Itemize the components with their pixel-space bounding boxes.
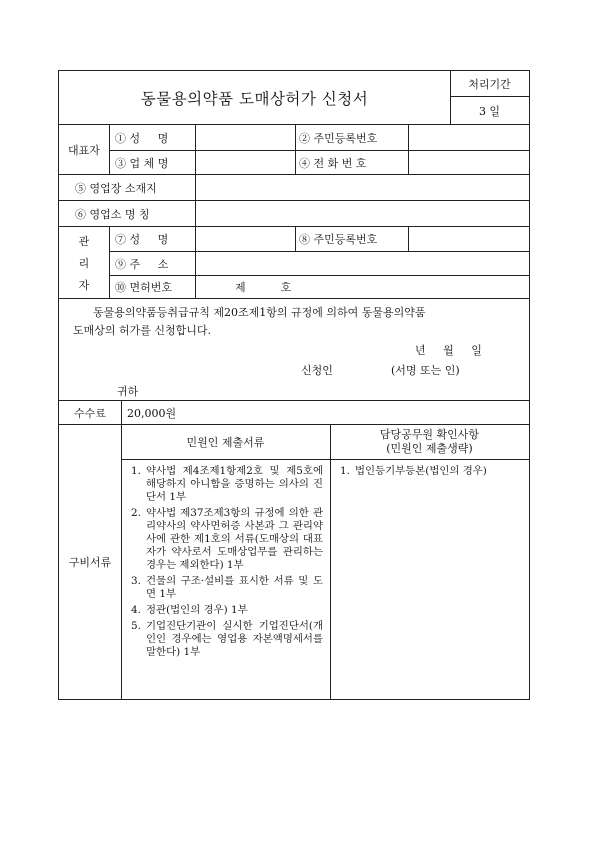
item-number: 2. <box>131 507 141 519</box>
rep-name-label: ① 성 명 <box>115 131 169 145</box>
business-name-label: ⑥ 영업소 명 칭 <box>75 207 150 221</box>
item-number: 5. <box>131 620 141 632</box>
list-item <box>131 507 323 572</box>
mgr-address-label: ⑨ 주 소 <box>115 257 169 271</box>
mgr-name-value[interactable] <box>196 227 294 251</box>
item-text: 약사법 제4조제1항제2호 및 제5호에 해당하지 아니함을 증명하는 의사의 진단서 1부 <box>146 465 323 503</box>
item-text: 정관(법인의 경우) 1부 <box>146 604 248 616</box>
official-check-list <box>340 465 522 481</box>
declaration-text-2: 도매상의 허가를 신청합니다. <box>73 324 212 337</box>
mgr-name-label: ⑦ 성 명 <box>115 233 169 246</box>
title-row <box>59 71 529 125</box>
application-form <box>58 70 530 700</box>
documents-label: 구비서류 <box>68 556 112 569</box>
recipient-suffix: 귀하 <box>117 385 139 398</box>
business-address-row <box>59 175 529 201</box>
rep-company-label: ③ 업 체 명 <box>115 156 169 170</box>
business-address-value[interactable] <box>196 175 529 200</box>
manager-section <box>59 227 529 299</box>
item-number: 4. <box>131 604 141 616</box>
official-check-header-line1: 담당공무원 확인사항 <box>379 428 480 441</box>
processing-period-value: 3 일 <box>478 104 501 118</box>
item-text: 법인등기부등본(법인의 경우) <box>355 465 487 477</box>
rep-phone-value[interactable] <box>409 151 529 174</box>
rep-phone-label: ④ 전 화 번 호 <box>299 156 367 170</box>
list-item <box>131 575 323 601</box>
fee-label: 수수료 <box>74 406 106 420</box>
application-date[interactable]: 년 월 일 <box>415 344 482 357</box>
item-number: 1. <box>340 465 350 477</box>
mgr-license-label: ⑩ 면허번호 <box>115 281 173 294</box>
fee-value: 20,000원 <box>127 406 177 420</box>
official-check-header-line2: (민원인 제출생략) <box>386 442 473 455</box>
applicant-docs-header: 민원인 제출서류 <box>186 436 265 449</box>
manager-label <box>59 227 109 298</box>
business-name-row <box>59 201 529 227</box>
mgr-address-value[interactable] <box>196 252 529 275</box>
list-item <box>340 465 522 478</box>
form-title: 동물용의약품 도매상허가 신청서 <box>140 89 369 108</box>
representative-section <box>59 125 529 175</box>
manager-label-char: 관 <box>78 234 90 248</box>
declaration-text-1: 동물용의약품등취급규칙 제20조제1항의 규정에 의하여 동물용의약품 <box>93 306 426 319</box>
manager-label-char: 리 <box>78 256 90 270</box>
documents-section <box>59 425 529 699</box>
item-text: 기업진단기관이 실시한 기업진단서(개인인 경우에는 영업용 자본액명세서를 말한다) 1부 <box>146 620 323 658</box>
item-text: 건물의 구조·설비를 표시한 서류 및 도면 1부 <box>146 575 323 600</box>
list-item <box>131 604 323 617</box>
rep-rrn-label: ② 주민등록번호 <box>299 131 378 145</box>
rep-rrn-value[interactable] <box>409 125 529 150</box>
processing-period-label: 처리기간 <box>468 77 511 91</box>
applicant-label: 신청인 <box>301 364 333 377</box>
rep-company-value[interactable] <box>196 151 294 174</box>
applicant-docs-list <box>131 465 323 662</box>
list-item <box>131 465 323 504</box>
rep-name-value[interactable] <box>196 125 294 150</box>
business-address-label: ⑤ 영업장 소재지 <box>75 181 157 195</box>
mgr-license-value[interactable]: 제 호 <box>235 281 292 294</box>
mgr-rrn-value[interactable] <box>409 227 529 251</box>
item-number: 1. <box>131 465 141 477</box>
business-name-value[interactable] <box>196 201 529 226</box>
signature-placeholder[interactable]: (서명 또는 인) <box>391 364 460 377</box>
item-text: 약사법 제37조제3항의 규정에 의한 관리약사의 약사면허증 사본과 그 관리약사에 관한 제1호의 서류(도매상의 대표자가 약사로서 도매상업무를 관리하는 경우는 제외한다) 1부 <box>146 507 323 571</box>
item-number: 3. <box>131 575 141 587</box>
fee-row <box>59 401 529 425</box>
list-item <box>131 620 323 659</box>
official-check-header <box>330 425 529 459</box>
manager-label-char: 자 <box>78 278 90 292</box>
representative-label: 대표자 <box>68 143 100 157</box>
declaration-section <box>59 299 529 401</box>
mgr-rrn-label: ⑧ 주민등록번호 <box>299 233 378 246</box>
